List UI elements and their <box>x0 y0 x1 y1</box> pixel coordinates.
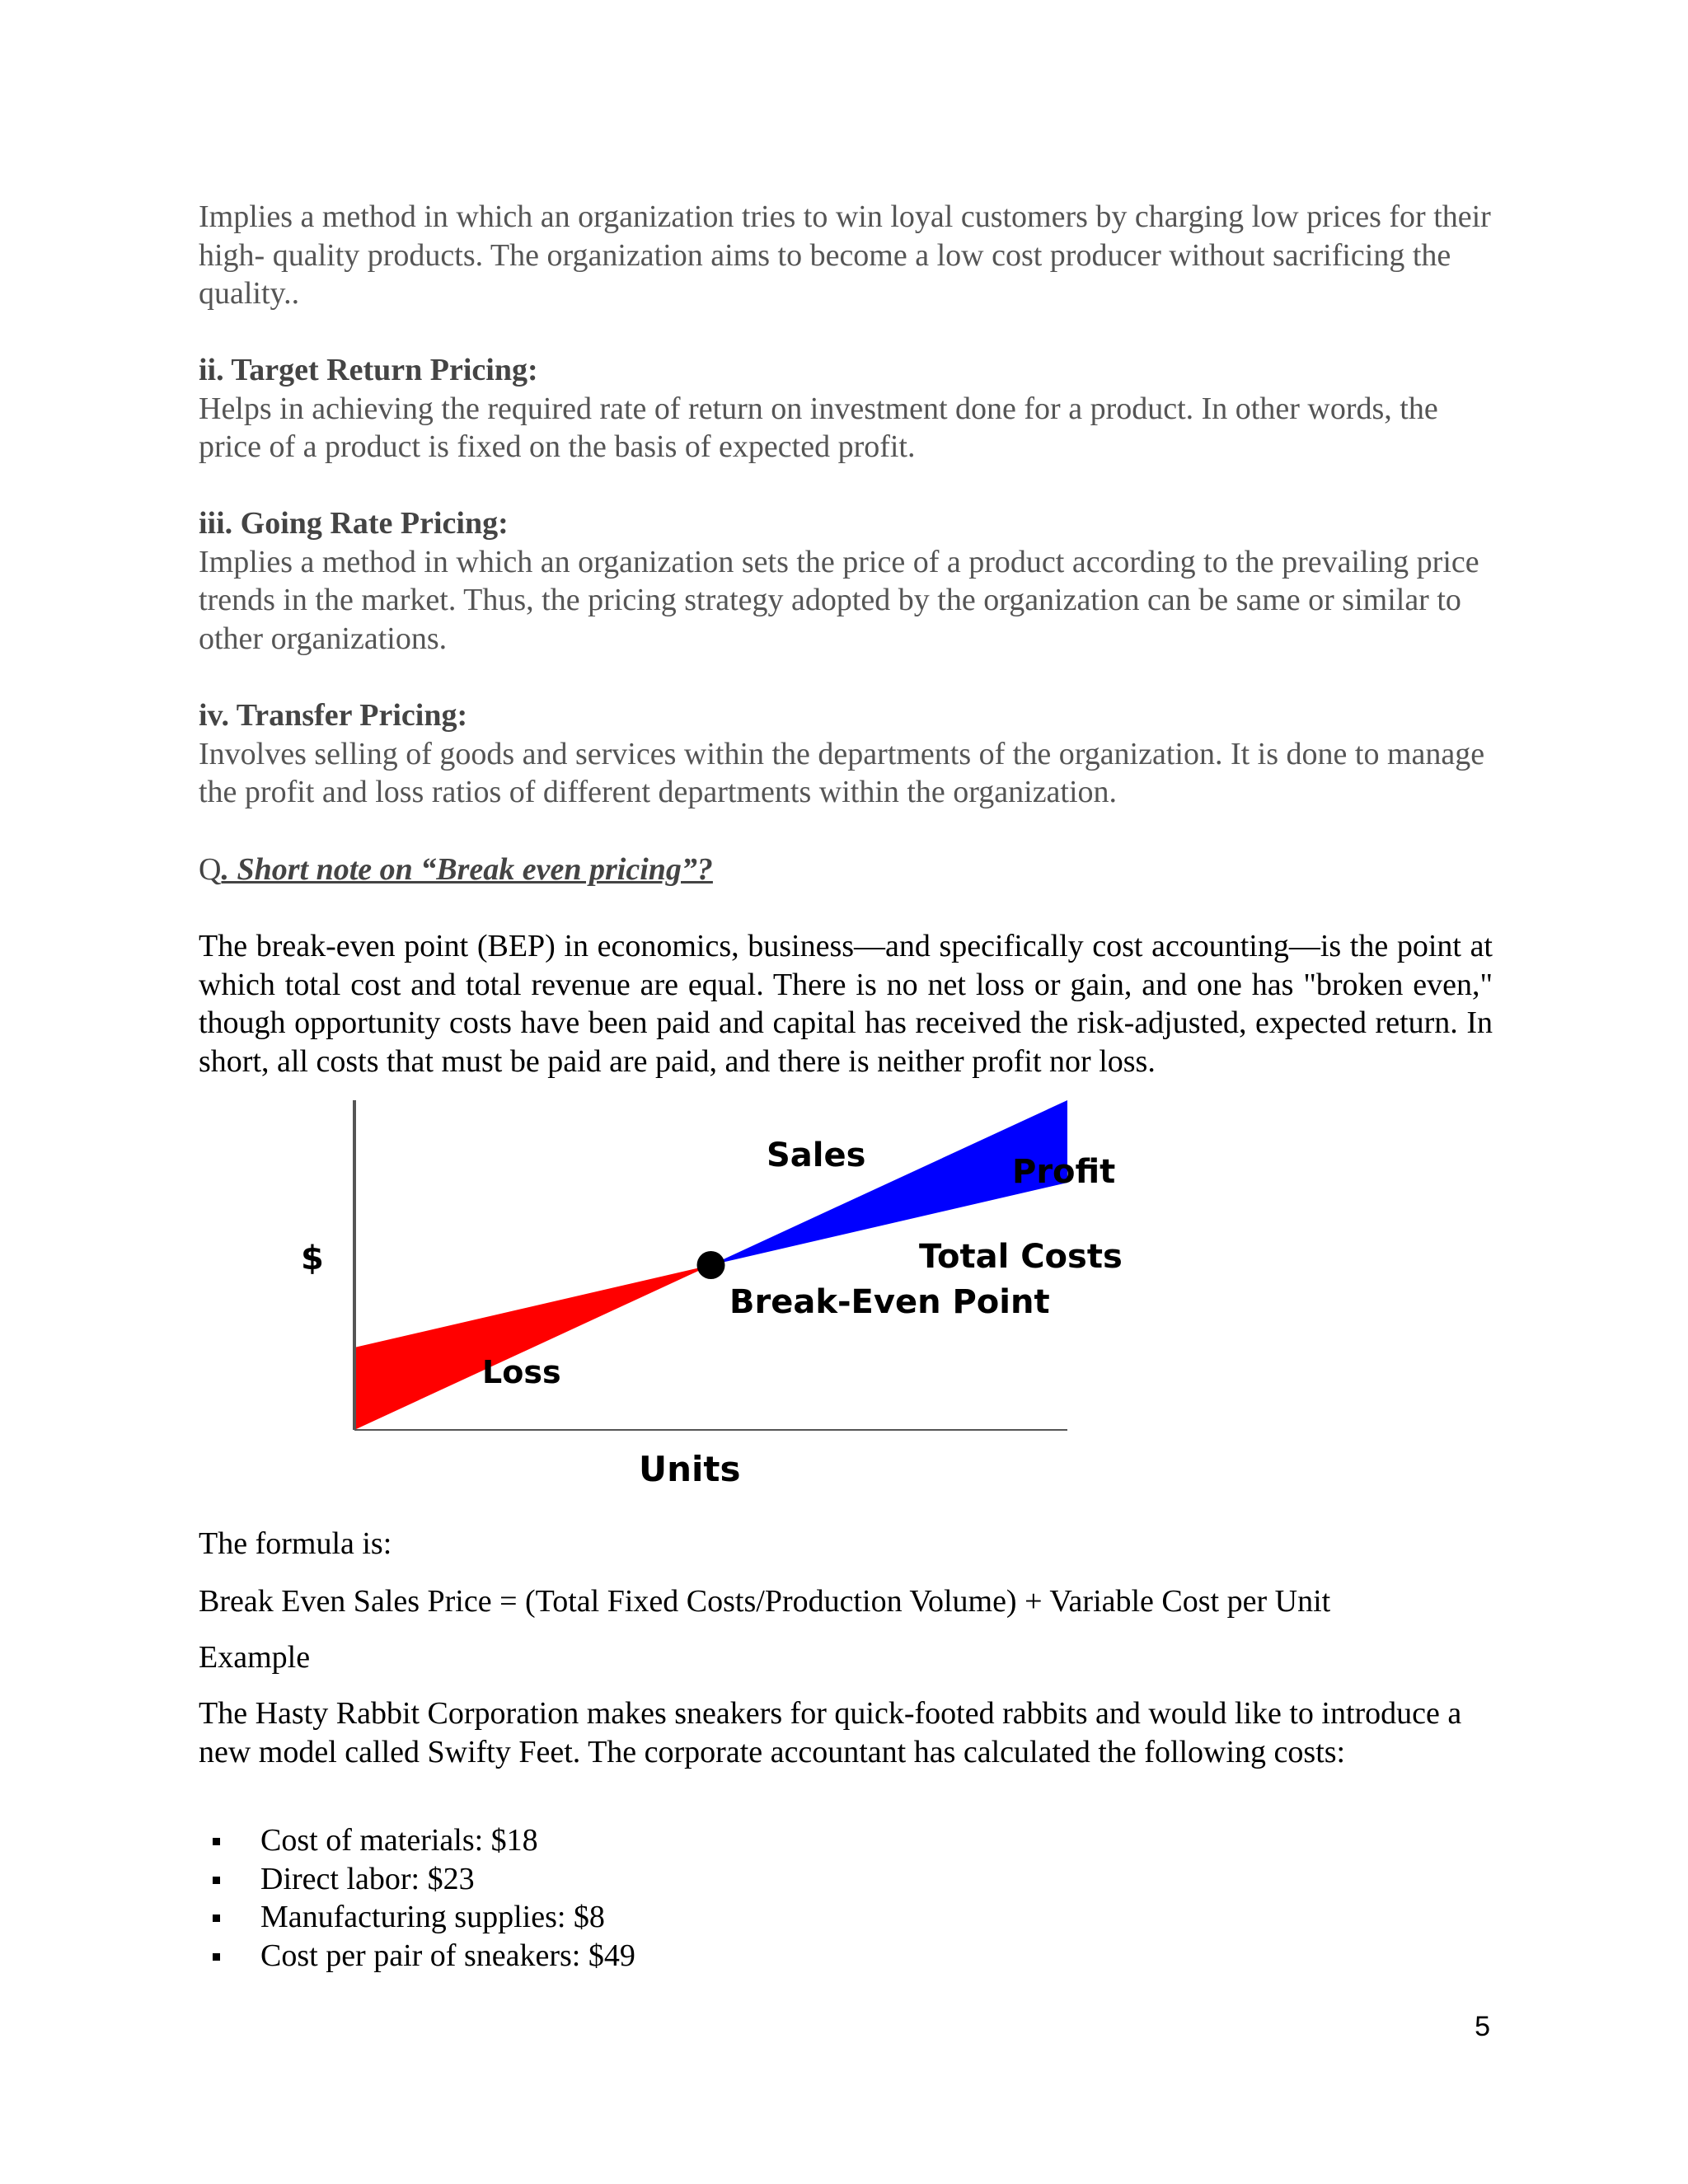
sales-label: Sales <box>767 1137 866 1174</box>
break-even-chart <box>288 1100 1278 1504</box>
formula-text: Break Even Sales Price = (Total Fixed Costs/Production Volume) + Variable Cost per Unit <box>199 1584 1331 1619</box>
loss-area <box>354 1265 711 1430</box>
bep-paragraph: The break-even point (BEP) in economics, business—and specifically cost accounting—is the point at which total cost and total revenue are equal. There is no net loss or gain, and one has "broken even," though opportunity costs have been paid and capital has received the risk-adjusted, expected return. In short, all costs that must be paid are paid, and there is neither profit nor loss. <box>199 929 1493 1079</box>
list-item: Direct labor: $23 <box>199 1860 635 1899</box>
question-prefix: Q <box>199 852 222 887</box>
formula-intro: The formula is: <box>199 1526 392 1561</box>
page-number: 5 <box>1475 2011 1490 2042</box>
list-item: Cost per pair of sneakers: $49 <box>199 1937 635 1975</box>
profit-label: Profit <box>1012 1153 1116 1191</box>
y-axis-label: $ <box>301 1240 324 1277</box>
x-axis-label: Units <box>639 1449 741 1489</box>
section-heading: iii. Going Rate Pricing: <box>199 506 509 541</box>
section-text: Helps in achieving the required rate of return on investment done for a product. In other words, the price of a product is fixed on the basis of expected profit. <box>199 391 1438 464</box>
question-title: . Short note on “Break even pricing”? <box>221 852 713 887</box>
break-even-point-marker <box>697 1251 725 1279</box>
break-even-label: Break-Even Point <box>729 1283 1050 1321</box>
section-text: Implies a method in which an organization sets the price of a product according to the prevailing price trends in the market. Thus, the pricing strategy adopted by the organization can be same or similar to other organizations. <box>199 544 1479 656</box>
question-heading <box>199 851 1493 889</box>
section-target-return <box>199 351 1493 466</box>
total-costs-label: Total Costs <box>919 1238 1123 1276</box>
intro-paragraph: Implies a method in which an organization tries to win loyal customers by charging low prices for their high- quality products. The organization aims to become a low cost producer without sacrificing the quality.. <box>199 199 1491 311</box>
loss-label: Loss <box>482 1354 561 1390</box>
section-heading: iv. Transfer Pricing: <box>199 698 468 733</box>
section-transfer <box>199 696 1493 812</box>
section-text: Involves selling of goods and services within the departments of the organization. It is done to manage the profit and loss ratios of different departments within the organization. <box>199 736 1485 809</box>
cost-list <box>199 1821 635 1975</box>
list-item: Cost of materials: $18 <box>199 1821 635 1860</box>
list-item: Manufacturing supplies: $8 <box>199 1898 635 1937</box>
example-label: Example <box>199 1640 311 1675</box>
section-going-rate <box>199 504 1493 658</box>
example-paragraph: The Hasty Rabbit Corporation makes sneakers for quick-footed rabbits and would like to introduce a new model called Swifty Feet. The corporate accountant has calculated the following costs: <box>199 1696 1462 1769</box>
section-heading: ii. Target Return Pricing: <box>199 353 538 387</box>
